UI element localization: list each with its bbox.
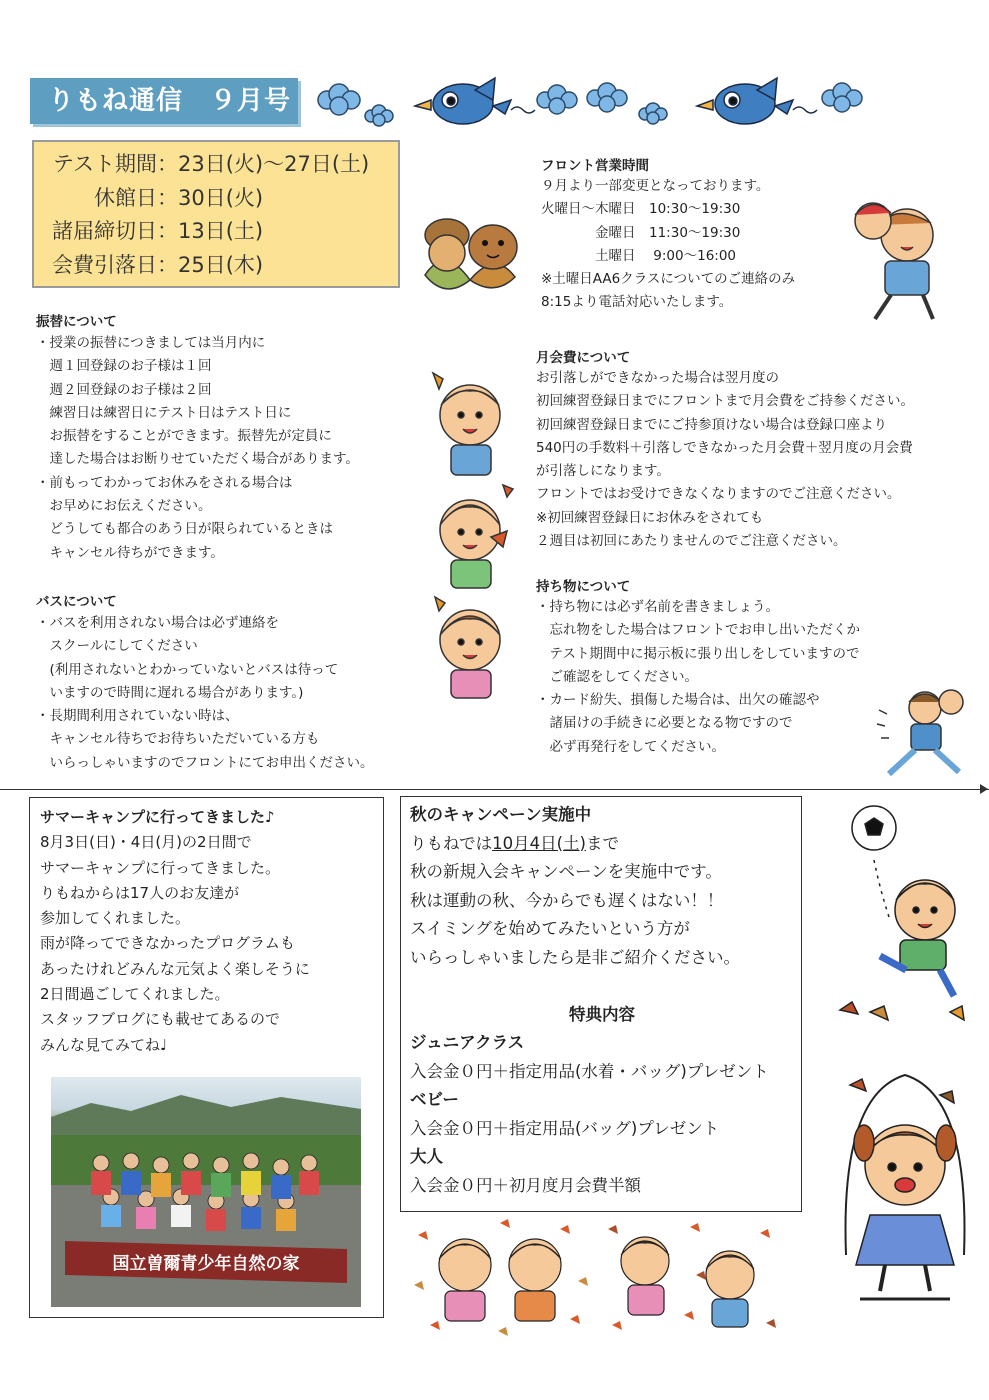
text-line: 参加してくれました。 [40,909,191,928]
text-fragment: まで [585,833,619,853]
autumn-campaign-body [410,801,794,1200]
text-line: お早めにお伝えください。 [36,498,212,515]
text-line: 2日間過ごしてくれました。 [40,985,230,1004]
text-line: ２週目は初回にあたりませんのでご注意ください。 [536,533,847,550]
text-line: ・前もってわかってお休みをされる場合は [36,474,293,491]
summer-camp-title: サマーキャンプに行ってきました♪ [40,808,275,826]
front-hours-body [541,175,795,315]
text-line: ・持ち物には必ず名前を書きましょう。 [536,599,779,615]
bus-section [36,590,374,775]
bus-title: バスについて [36,594,117,610]
squirrel-acorn-illustration [415,205,525,300]
front-hours-title: フロント営業時間 [541,158,649,174]
text-line: ・カード紛失、損傷した場合は、出欠の確認や [536,692,820,709]
monthly-fee-body [536,367,914,553]
schedule-label: 休館日： [94,185,178,210]
text-line: スクールにしてください [36,638,198,655]
monthly-fee-title: 月会費について [536,350,631,366]
text-line: 達した場合はお断りせていただく場合があります。 [36,451,359,468]
divider-arrow-icon [980,784,988,794]
text-line: どうしても都合のあう日が限られているときは [36,521,333,538]
text-line: スタッフブログにも載せてあるので [40,1010,281,1029]
schedule-label: 会費引落日： [52,252,178,277]
text-line: サマーキャンプに行ってきました。 [40,858,281,877]
text-line: ・授業の振替につきましては当月内に [36,335,266,351]
soccer-kid-illustration [830,800,980,1030]
furikae-section [36,310,359,565]
text-line: りもねからは17人のお友達が [40,883,240,902]
text-line: フロントではお受けできなくなりますのでご注意ください。 [536,486,901,503]
text-line: お引落しができなかった場合は翌月度の [536,370,779,386]
text-line: 540円の手数料＋引落しできなかった月会費＋翌月度の月会費 [536,439,913,456]
belongings-title: 持ち物について [536,579,631,595]
front-hours-section [541,154,795,315]
text-line: 週１回登録のお子様は１回 [36,358,212,375]
junior-class-benefit: 入会金０円＋指定用品(水着・バッグ)プレゼント [410,1061,769,1081]
text-line: (利用されないとわかっていないとバスは待って [36,661,339,678]
text-line: ※土曜日AA6クラスについてのご連絡のみ [541,271,796,288]
bus-body [36,612,374,775]
adult-class-label: 大人 [410,1147,443,1166]
section-divider [0,789,989,790]
cloud-icon [318,84,360,115]
text-line: 諸届けの手続きに必要となる物ですので [536,715,793,732]
text-line: テスト期間中に掲示板に張り出しをしていますので [536,645,860,662]
schedule-value: 23日(火)〜27日(土) [178,152,370,176]
campaign-title: 秋のキャンペーン実施中 [410,805,592,824]
text-line: いらっしゃいますのでフロントにてお申出ください。 [36,754,374,771]
text-line: 初回練習登録日までにご持参頂けない場合は登録口座より [536,416,887,433]
photo-scene [51,1077,361,1307]
text-line: 練習日は練習日にテスト日はテスト日に [36,404,292,421]
text-fragment: りもねでは [410,833,493,853]
campaign-end-date: 10月4日(土) [492,833,586,853]
cloud-icon [822,83,862,112]
text-line: 必ず再発行をしてください。 [536,738,725,755]
text-line: 秋の新規入会キャンペーンを実施中です。 [410,862,722,881]
schedule-row [40,249,398,283]
adult-class-benefit: 入会金０円＋初月度月会費半額 [410,1175,641,1195]
text-line: キャンセル待ちができます。 [36,544,224,561]
schedule-value: 25日(木) [178,252,264,277]
furikae-title: 振替について [36,314,117,330]
kids-in-leaves-illustration-right [600,1215,780,1340]
belongings-body [536,596,860,759]
schedule-row [40,182,398,216]
text-line: あったけれどみんな元気よく楽しそうに [40,959,310,978]
bird-icon [415,78,511,124]
text-line: キャンセル待ちでお待ちいただいている方も [36,731,320,748]
bird-cloud-decoration [305,70,875,140]
text-line: 週２回登録のお子様は２回 [36,381,212,398]
cloud-icon [537,85,577,114]
text-line: 雨が降ってできなかったプログラムも [40,934,295,953]
text-line: が引落しになります。 [536,463,670,480]
text-line: 8:15より電話対応いたします。 [541,294,733,311]
schedule-value: 30日(火) [178,185,264,210]
campaign-period-line [410,830,794,859]
camp-sign-text: 国立曽爾青少年自然の家 [112,1254,300,1274]
schedule-value: 13日(土) [178,219,264,243]
baby-class-label: ベビー [410,1090,459,1109]
text-line: ・長期間利用されていない時は、 [36,708,239,725]
text-line: いらっしゃいましたら是非ご紹介ください。 [410,947,740,967]
autumn-campaign-panel [400,796,802,1212]
schedule-row [40,148,398,182]
running-parent-child-illustration [875,680,970,785]
text-line: 8月3日(日)・4日(月)の2日間で [40,833,252,852]
kids-with-leaves-illustration [425,365,520,720]
text-line: ご確認をしてください。 [536,668,698,685]
text-line: 忘れ物をした場合はフロントでお申し出いただくか [536,622,860,639]
text-line: お振替をすることができます。振替先が定員に [36,428,332,445]
schedule-box [32,140,400,288]
jump-rope-girl-illustration [830,1055,980,1315]
text-line: みんな見てみてね♩ [40,1035,168,1054]
cloud-icon [639,103,667,124]
text-line: スイミングを始めてみたいという方が [410,919,690,938]
text-line: ９月より一部変更となっております。 [541,178,770,194]
kids-in-leaves-illustration-left [410,1215,590,1340]
text-line: 土曜日 9:00〜16:00 [541,247,737,264]
schedule-row [40,215,398,249]
junior-class-label: ジュニアクラス [410,1033,525,1052]
schedule-label: テスト期間： [52,152,178,176]
belongings-section [536,575,860,759]
baby-class-benefit: 入会金０円＋指定用品(バッグ)プレゼント [410,1118,720,1138]
page-title: りもね通信 ９月号 [30,78,298,124]
parent-child-illustration [845,195,940,325]
text-line: 火曜日〜木曜日 10:30〜19:30 [541,201,741,218]
text-line: 金曜日 11:30〜19:30 [541,224,741,241]
cloud-icon [587,83,627,112]
monthly-fee-section [536,346,914,553]
schedule-label: 諸届締切日： [52,219,178,243]
summer-camp-body [40,805,310,1058]
text-line: ・バスを利用されない場合は必ず連絡を [36,615,279,631]
benefits-title: 特典内容 [569,1004,635,1024]
cloud-icon [365,105,393,126]
bird-icon [697,78,793,124]
camp-group-photo [51,1077,361,1307]
text-line: ※初回練習登録日にお休みをされても [536,509,764,526]
text-line: 秋は運動の秋、今からでも遅くはない！！ [410,890,724,910]
text-line: いますので時間に遅れる場合があります。) [36,684,304,701]
furikae-body [36,332,359,565]
text-line: 初回練習登録日までにフロントまで月会費をご持参ください。 [536,393,914,410]
